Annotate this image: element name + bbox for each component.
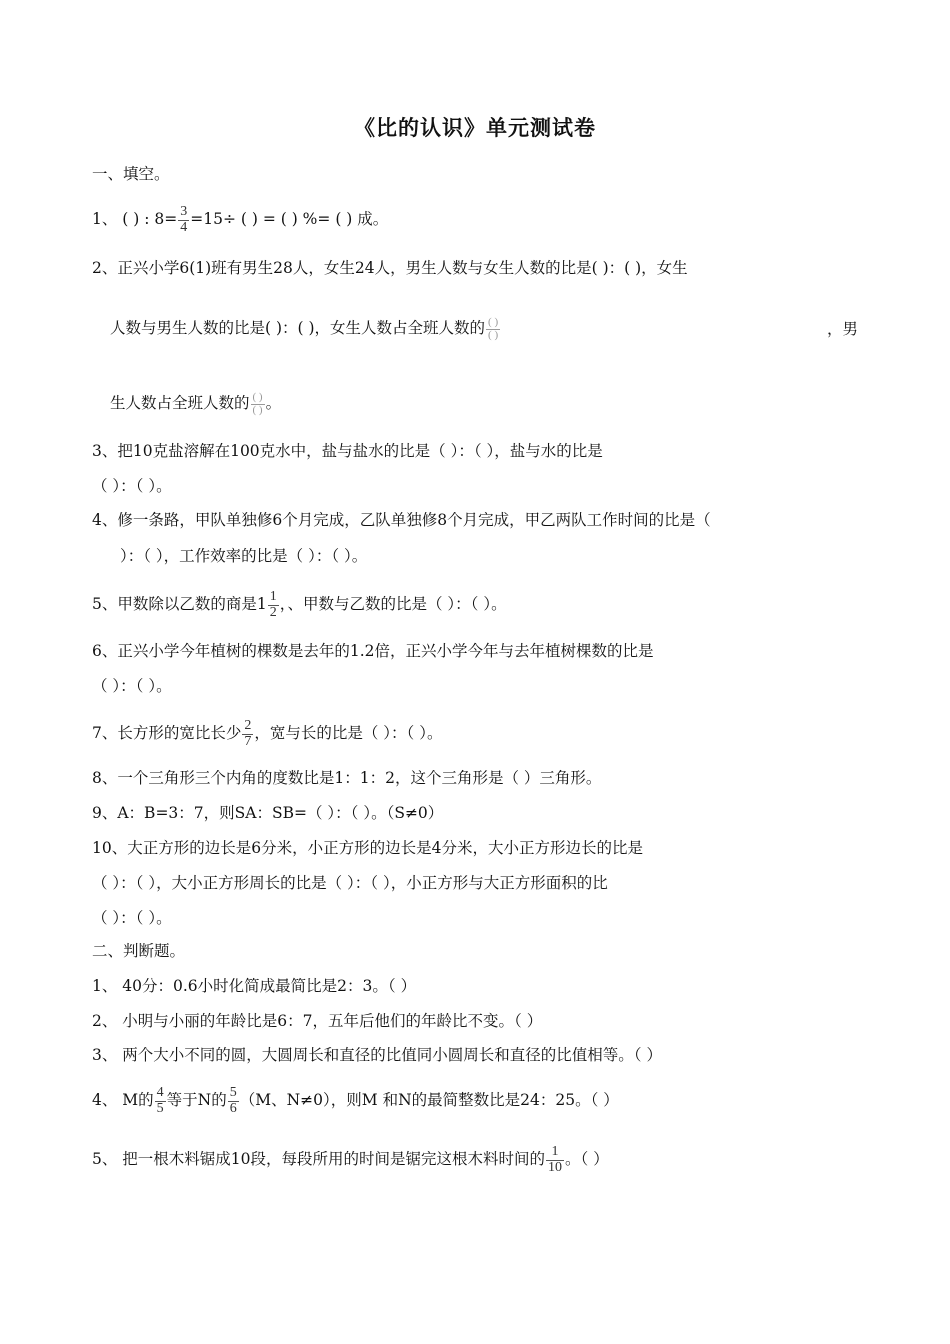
- judgement-4-text-c: （M、N≠0），则M 和N的最简整数比是24：25。（ ）: [239, 1091, 619, 1110]
- judgement-4-text-a: 4、 M的: [92, 1091, 154, 1110]
- page-title: 《比的认识》单元测试卷: [354, 115, 596, 140]
- question-8: 8、一个三角形三个内角的度数比是1：1：2，这个三角形是（ ）三角形。: [92, 769, 602, 787]
- fraction-numerator: 5: [229, 1085, 237, 1100]
- fraction-numerator: 1: [551, 1144, 559, 1159]
- question-4-line-1: 4、修一条路，甲队单独修6个月完成，乙队单独修8个月完成，甲乙两队工作时间的比是（: [92, 511, 711, 529]
- question-10-line-3: （ ）：（ ）。: [92, 909, 172, 927]
- question-2-text-d: 。: [265, 394, 282, 413]
- fraction-1-10: [546, 1145, 564, 1175]
- question-9: 9、A：B=3：7，则SA：SB=（ ）：（ ）。（S≠0）: [92, 804, 444, 822]
- question-3-line-1: 3、把10克盐溶解在100克水中，盐与盐水的比是（ ）：（ ），盐与水的比是: [92, 442, 603, 460]
- blank-fraction: [251, 392, 265, 416]
- judgement-3: 3、 两个大小不同的圆，大圆周长和直径的比值同小圆周长和直径的比值相等。（ ）: [92, 1046, 662, 1064]
- judgement-4-text-b: 等于N的: [166, 1091, 227, 1110]
- fraction-denominator: 5: [156, 1100, 164, 1116]
- fraction-denominator: 10: [548, 1159, 563, 1175]
- question-3-line-2: （ ）：（ ）。: [92, 477, 172, 495]
- question-1-text-a: 1、 ( ) : 8=: [92, 210, 178, 229]
- question-6-line-1: 6、正兴小学今年植树的棵数是去年的1.2倍，正兴小学今年与去年植树棵数的比是: [92, 642, 654, 660]
- fraction-numerator: 2: [244, 718, 252, 733]
- question-5: [92, 590, 507, 620]
- question-6-line-2: （ ）：（ ）。: [92, 677, 172, 695]
- fraction-denominator: 4: [180, 219, 188, 235]
- question-1: [92, 205, 388, 235]
- fraction-4-5: [155, 1086, 166, 1116]
- question-7-text-b: ，宽与长的比是（ ）：（ ）。: [254, 724, 443, 743]
- judgement-5-text-a: 5、 把一根木料锯成10段，每段所用的时间是锯完这根木料时间的: [92, 1150, 546, 1169]
- question-7: [92, 719, 442, 749]
- fraction-numerator: 1: [269, 589, 277, 604]
- fraction-5-6: [228, 1086, 239, 1116]
- fraction-denominator: 7: [244, 733, 252, 749]
- question-10-line-1: 10、大正方形的边长是6分米，小正方形的边长是4分米，大小正方形边长的比是: [92, 839, 643, 857]
- question-2-line-2: [110, 317, 501, 341]
- judgement-4: [92, 1086, 619, 1116]
- fraction-denominator: 2: [269, 604, 277, 620]
- judgement-5: [92, 1145, 609, 1175]
- question-4-line-2: ）：（ ），工作效率的比是（ ）：（ ）。: [120, 547, 368, 565]
- fraction-numerator: 3: [180, 204, 188, 219]
- fraction-1-2: [268, 590, 279, 620]
- fraction-denominator: ( ): [252, 403, 263, 416]
- fraction-2-7: [242, 719, 253, 749]
- fraction-denominator: 6: [229, 1100, 237, 1116]
- fraction-numerator: ( ): [488, 316, 499, 328]
- question-7-text-a: 7、长方形的宽比长少: [92, 724, 242, 743]
- question-2-text-b: ，男: [827, 320, 859, 338]
- judgement-2: 2、 小明与小丽的年龄比是6：7，五年后他们的年龄比不变。（ ）: [92, 1012, 543, 1030]
- question-2-line-3: [110, 392, 281, 416]
- fraction-denominator: ( ): [488, 328, 499, 341]
- question-5-text-a: 5、甲数除以乙数的商是1: [92, 595, 267, 614]
- blank-fraction: [486, 317, 500, 341]
- judgement-1: 1、 40分：0.6小时化简成最简比是2：3。（ ）: [92, 977, 417, 995]
- question-10-line-2: （ ）：（ ），大小正方形周长的比是（ ）：（ ），小正方形与大正方形面积的比: [92, 874, 608, 892]
- judgement-5-text-b: 。（ ）: [565, 1150, 609, 1169]
- question-1-text-b: =15÷ ( ) = ( ) %= ( ) 成。: [190, 210, 389, 229]
- fraction-numerator: ( ): [252, 391, 263, 403]
- question-2-text-a: 人数与男生人数的比是( )：( )，女生人数占全班人数的: [110, 319, 486, 338]
- question-5-text-b: ，、甲数与乙数的比是（ ）：（ ）。: [279, 595, 507, 614]
- fraction-3-4: [178, 205, 189, 235]
- fraction-numerator: 4: [156, 1085, 164, 1100]
- question-2-line-1: 2、正兴小学6(1)班有男生28人，女生24人，男生人数与女生人数的比是( )：( )，女生: [92, 259, 688, 277]
- question-2-text-c: 生人数占全班人数的: [110, 394, 250, 413]
- section1-heading: 一、填空。: [92, 165, 170, 183]
- section2-heading: 二、判断题。: [92, 942, 186, 960]
